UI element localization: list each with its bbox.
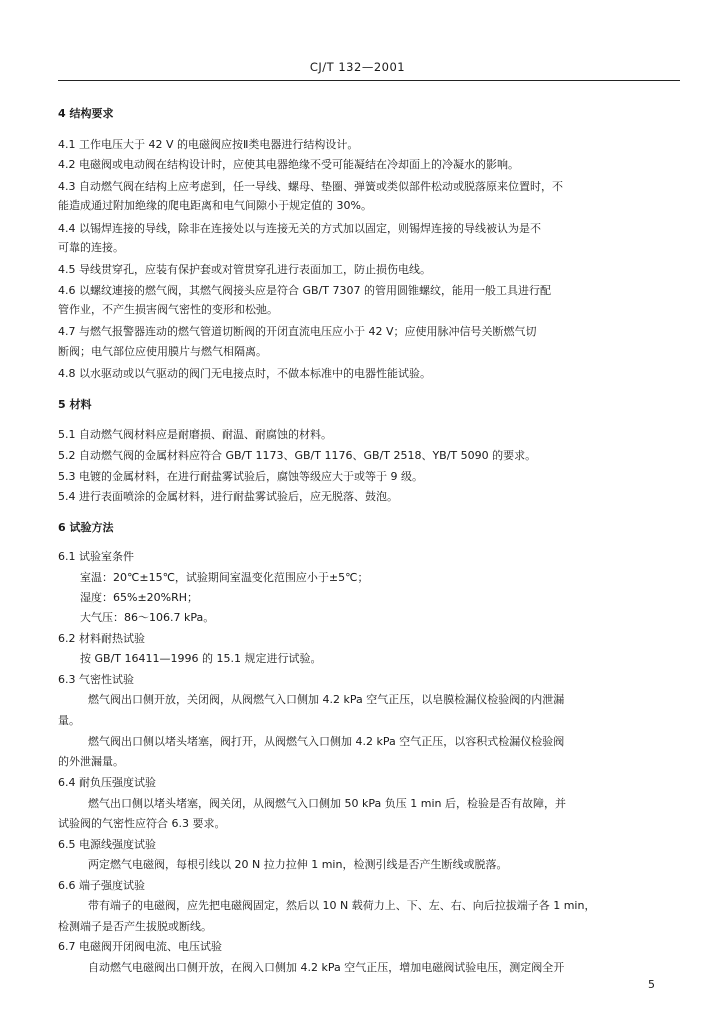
clause-6-3-body: 燃气阀出口侧开放，关闭阀，从阀燃气入口侧加 4.2 kPa 空气正压，以皂膜检漏仪检验阀的内泄漏 xyxy=(88,693,565,706)
condition-temperature: 室温：20℃±15℃，试验期间室温变化范围应小于±5℃； xyxy=(80,571,369,584)
clause-4-5: 4.5 导线贯穿孔，应装有保护套或对管贯穿孔进行表面加工，防止损伤电线。 xyxy=(58,263,431,276)
condition-humidity: 湿度：65%±20%RH； xyxy=(80,591,199,604)
clause-4-2: 4.2 电磁阀或电动阀在结构设计时，应使其电器绝缘不受可能凝结在冷却面上的冷凝水的影响。 xyxy=(58,158,519,171)
clause-4-6: 4.6 以螺纹連接的燃气阀，其燃气阀接头应是符合 GB/T 7307 的管用圆锥螺纹，能用一般工具进行配 xyxy=(58,284,551,297)
clause-6-1: 6.1 试验室条件 xyxy=(58,550,134,563)
clause-6-4-body: 燃气出口侧以堵头堵塞，阀关闭，从阀燃气入口侧加 50 kPa 负压 1 min 后，检验是否有故障，并 xyxy=(88,797,566,810)
clause-6-7: 6.7 电磁阀开闭阀电流、电压试验 xyxy=(58,940,222,953)
clause-6-2: 6.2 材料耐热试验 xyxy=(58,632,145,645)
section-heading: 4 结构要求 xyxy=(58,107,114,120)
clause-6-3-body: 燃气阀出口侧以堵头堵塞，阀打开，从阀燃气入口侧加 4.2 kPa 空气正压，以容积式检漏仪检验阀 xyxy=(88,735,565,748)
clause-6-3-body-cont: 的外泄漏量。 xyxy=(58,755,124,768)
clause-4-7: 4.7 与燃气报警器连动的燃气管道切断阀的开闭直流电压应小于 42 V；应使用脉冲信号关断燃气切 xyxy=(58,325,537,338)
clause-6-3: 6.3 气密性试验 xyxy=(58,673,134,686)
clause-6-4-body-cont: 试验阀的气密性应符合 6.3 要求。 xyxy=(58,817,226,830)
clause-6-3-body-cont: 量。 xyxy=(58,714,80,727)
section-heading: 5 材料 xyxy=(58,398,92,411)
clause-4-6-cont: 管作业，不产生损害阀气密性的变形和松弛。 xyxy=(58,303,278,316)
clause-4-7-cont: 断阀；电气部位应使用膜片与燃气相隔离。 xyxy=(58,345,267,358)
clause-6-6: 6.6 端子强度试验 xyxy=(58,879,145,892)
section-heading: 6 试验方法 xyxy=(58,521,114,534)
clause-6-6-body-cont: 检测端子是否产生拔脱或断线。 xyxy=(58,920,212,933)
clause-4-8: 4.8 以水驱动或以气驱动的阀门无电接点时，不做本标准中的电器性能试验。 xyxy=(58,367,431,380)
clause-4-3-cont: 能造成通过附加绝缘的爬电距离和电气间隙小于规定值的 30%。 xyxy=(58,199,372,212)
clause-6-2-body: 按 GB/T 16411—1996 的 15.1 规定进行试验。 xyxy=(80,652,322,665)
clause-4-4: 4.4 以锡焊连接的导线，除非在连接处以与连接无关的方式加以固定，则锡焊连接的导线被认为是不 xyxy=(58,222,541,235)
standard-code-header: CJ/T 132—2001 xyxy=(309,60,406,74)
clause-4-3: 4.3 自动燃气阀在结构上应考虑到，任一导线、螺母、垫圈、弹簧或类似部件松动或脱落原来位置时，不 xyxy=(58,180,563,193)
clause-5-1: 5.1 自动燃气阀材料应是耐磨损、耐温、耐腐蚀的材料。 xyxy=(58,428,332,441)
clause-4-4-cont: 可靠的连接。 xyxy=(58,241,124,254)
header-rule xyxy=(58,80,680,81)
clause-5-4: 5.4 进行表面喷涂的金属材料，进行耐盐雾试验后，应无脱落、鼓泡。 xyxy=(58,490,398,503)
clause-5-3: 5.3 电镀的金属材料，在进行耐盐雾试验后，腐蚀等级应大于或等于 9 级。 xyxy=(58,470,423,483)
clause-5-2: 5.2 自动燃气阀的金属材料应符合 GB/T 1173、GB/T 1176、GB/T 2518、YB/T 5090 的要求。 xyxy=(58,449,537,462)
clause-4-1: 4.1 工作电压大于 42 V 的电磁阀应按Ⅱ类电器进行结构设计。 xyxy=(58,138,359,151)
clause-6-6-body: 带有端子的电磁阀，应先把电磁阀固定，然后以 10 N 载荷力上、下、左、右、向后拉拔端子各 1 min， xyxy=(88,899,596,912)
clause-6-4: 6.4 耐负压强度试验 xyxy=(58,776,156,789)
clause-6-5: 6.5 电源线强度试验 xyxy=(58,838,156,851)
clause-6-7-body: 自动燃气电磁阀出口侧开放，在阀入口侧加 4.2 kPa 空气正压，增加电磁阀试验电压，测定阀全开 xyxy=(88,961,565,974)
page-number: 5 xyxy=(648,978,655,991)
clause-6-5-body: 两定燃气电磁阀，每根引线以 20 N 拉力拉伸 1 min，检测引线是否产生断线或脱落。 xyxy=(88,858,508,871)
condition-pressure: 大气压：86～106.7 kPa。 xyxy=(80,611,215,624)
